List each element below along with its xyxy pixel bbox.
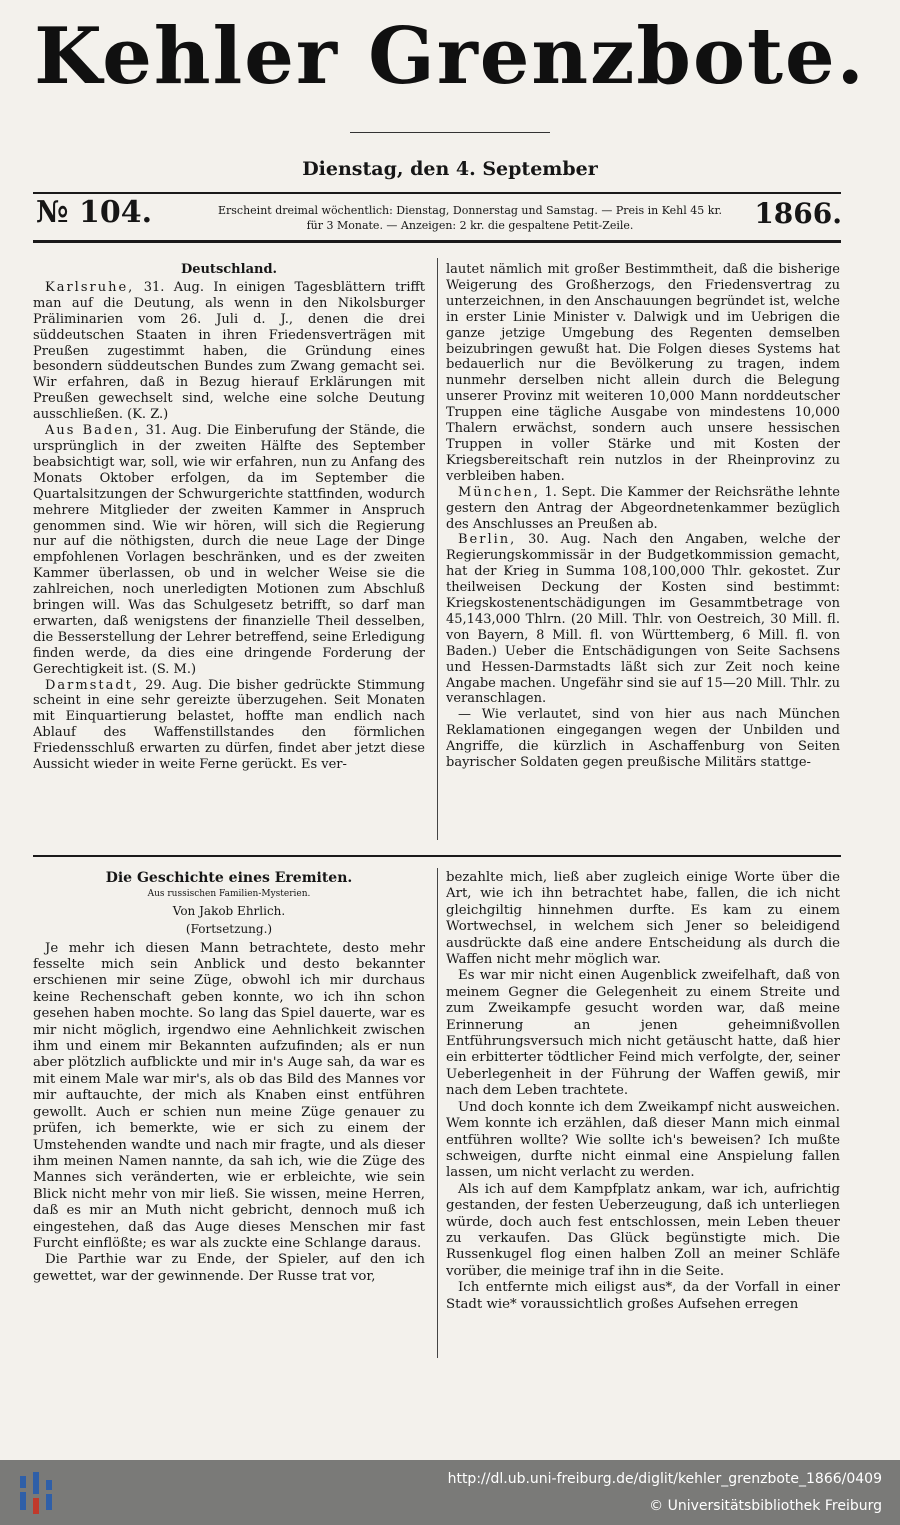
ub-freiburg-logo-icon[interactable] (16, 1470, 62, 1516)
masthead-title: Kehler Grenzbote. (34, 11, 866, 102)
story-paragraph: Als ich auf dem Kampfplatz ankam, war ich, aufrichtig gestanden, der festen Ueberzeugung, daß ich unterliegen würde, doch auch fest entschlossen, mein Leben theuer zu verkaufen. Das Glück begünstigte mich. Die Russenkugel flog einen halben Zoll an meiner Schläfe vorüber, die meinige traf ihn in die Seite. (446, 1181, 840, 1279)
dateline-place: Aus Baden, (45, 423, 141, 439)
dateline-place: Darmstadt, (45, 677, 140, 693)
publication-info-line: für 3 Monate. — Anzeigen: 2 kr. die gespaltene Petit-Zeile. (306, 219, 634, 232)
feuilleton-rule (33, 855, 841, 857)
column-divider (437, 868, 438, 1358)
dateline-place: München, (458, 484, 540, 500)
news-column-left (33, 262, 425, 842)
story-paragraph: Und doch konnte ich dem Zweikampf nicht ausweichen. Wem konnte ich erzählen, daß dieser Mann mich einmal entführen wollte? Wie sollte ich's beweisen? Ich mußte schweigen, durfte nicht einmal eine Anspielung fallen lassen, um nicht verlacht zu werden. (446, 1099, 840, 1181)
permalink-url[interactable]: http://dl.ub.uni-freiburg.de/diglit/kehler_grenzbote_1866/0409 (447, 1471, 882, 1487)
news-column-right (446, 262, 840, 842)
story-paragraph: bezahlte mich, ließ aber zugleich einige Worte über die Art, wie ich ihn betrachtet habe, fallen, die ich nicht gleichgiltig hinnehmen durfte. Es kam zu einem Wortwechsel, in welchem sich Jener so beleidigend ausdrückte daß eine andere Entscheidung als durch die Waffen nicht mehr möglich war. (446, 870, 840, 968)
article-text: lautet nämlich mit großer Bestimmtheit, daß die bisherige Weigerung des Großherzogs, den Friedensvertrag zu unterzeichnen, in den Anschauungen begründet ist, welche in erster Linie Minister v. Dalwigk und im Uebrigen die ganze jetzige Umgebung des Regenten demselben beizubringen gewußt hat. Die Folgen dieses Systems hat bedauerlich nur die Bevölkerung zu tragen, indem nunmehr derselben nicht allein durch die Belegung unserer Provinz mit weiteren 10,000 Mann norddeutscher Truppen eine tägliche Ausgabe von mindestens 10,000 Thalern erwächst, sondern auch unsere hessischen Truppen in voller Stärke und mit Kosten der Kriegsbereitschaft rein nutzlos in der Rheinprovinz zu verbleiben haben. (446, 262, 840, 484)
column-divider (437, 258, 438, 840)
dateline-place: Berlin, (458, 532, 517, 548)
feuilleton-column-left (33, 870, 425, 1370)
publication-info-line: Erscheint dreimal wöchentlich: Dienstag, Donnerstag und Samstag. — Preis in Kehl 45 kr. (217, 204, 722, 217)
article-text: 1. Sept. Die Kammer der Reichsräthe lehnte gestern den Antrag der Abgeordnetenkammer bezüglich des Anschlusses an Preußen ab. (446, 484, 840, 532)
article-text: 31. Aug. In einigen Tagesblättern trifft man auf die Deutung, als wenn in den Nikolsburger Präliminarien vom 26. Juli d. J., denen die drei süddeutschen Staaten in ihren Friedensverträgen mit Preußen zugestimmt haben, die Gründung eines besondern süddeutschen Bundes zum Zwang gemacht sei. Wir erfahren, daß in Bezug hierauf Erklärungen mit Preußen gewechselt sind, welche eine solche Deutung ausschließen. (K. Z.) (33, 279, 425, 423)
copyright-notice: © Universitätsbibliothek Freiburg (649, 1498, 882, 1514)
issue-year: 1866. (754, 197, 842, 230)
story-author: Von Jakob Ehrlich. (172, 903, 286, 918)
publication-info (150, 203, 790, 233)
article-text: 31. Aug. Die Einberufung der Stände, die ursprünglich in der zweiten Hälfte des September beabsichtigt war, soll, wie wir erfahren, nun zu Anfang des Monats Oktober erfolgen, da im September die Quartalsitzungen der Schwurgerichte stattfinden, wodurch mehrere Mitglieder der zweiten Kammer in Anspruch genommen sind. Wie wir hören, will sich die Regierung nur auf die nöthigsten, durch die neue Lage der Dinge empfohlenen Vorlagen beschränken, und es der zweiten Kammer überlassen, ob und in welcher Weise sie die zahlreichen, noch unerledigten Motionen zum Abschluß bringen will. Was das Schulgesetz betrifft, so darf man erwarten, daß wenigstens der finanzielle Theil desselben, die Besserstellung der Lehrer betreffend, seine Erledigung finden werde, da dies eine dringende Forderung der Gerechtigkeit ist. (S. M.) (33, 423, 425, 677)
news-article (446, 707, 840, 771)
feuilleton-column-right (446, 870, 840, 1370)
article-text: — Wie verlautet, sind von hier aus nach München Reklamationen eingegangen wegen der Unbilden und Angriffe, die kürzlich in Aschaffenburg von Seiten bayrischer Soldaten gegen preußische Militärs stattge- (446, 707, 840, 771)
news-article (446, 485, 840, 533)
news-article (33, 280, 425, 423)
story-paragraph: Ich entfernte mich eiligst aus*, da der Vorfall in einer Stadt wie* voraussichtlich großes Aufsehen erregen (446, 1280, 840, 1312)
viewer-footer (0, 1460, 900, 1525)
masthead-rule (350, 132, 550, 133)
dateline-place: Karlsruhe, (45, 279, 135, 295)
article-text: 30. Aug. Nach den Angaben, welche der Regierungskommissär in der Budgetkommission gemacht, hat der Krieg in Summa 108,100,000 Thlr. gekostet. Zur theilweisen Deckung der Kosten sind bestimmt: Kriegskostenentschädigungen im Gesammtbetrage von 45,143,000 Thlrn. (20 Mill. Thlr. von Oestreich, 30 Mill. fl. von Bayern, 8 Mill. fl. von Württemberg, 6 Mill. fl. von Baden.) Ueber die Entschädigungen von Seite Sachsens und Hessen-Darmstadts läßt sich zur Zeit noch keine Angabe machen. Ungefähr sind sie auf 15—20 Mill. Thlr. zu veranschlagen. (446, 532, 840, 707)
header-rule (33, 240, 841, 243)
story-paragraph: Die Parthie war zu Ende, der Spieler, auf den ich gewettet, war der gewinnende. Der Russe trat vor, (33, 1252, 425, 1284)
article-text: 29. Aug. Die bisher gedrückte Stimmung scheint in eine sehr gereizte überzugehen. Seit Monaten mit Einquartierung belastet, hoffte man endlich nach Ablauf des Waffenstillstandes den förmlichen Friedensschluß erwarten zu dürfen, findet aber jetzt diese Aussicht wieder in weite Ferne gerückt. Es ver- (33, 677, 425, 773)
story-continuation: (Fortsetzung.) (185, 922, 273, 937)
news-article (33, 678, 425, 773)
story-subtitle: Aus russischen Familien-Mysterien. (147, 889, 311, 900)
news-article (446, 532, 840, 707)
story-paragraph: Es war mir nicht einen Augenblick zweifelhaft, daß von meinem Gegner die Gelegenheit zu einem Streite und zum Zweikampfe gesucht worden war, daß meine Erinnerung an jenen geheimnißvollen Entführungsversuch mich nicht getäuscht hatte, daß hier ein erbitterter tödtlicher Feind mich verfolgte, der, seiner Ueberlegenheit in der Führung der Waffen gewiß, mir nach dem Leben trachtete. (446, 968, 840, 1099)
top-rule (33, 192, 841, 194)
news-article (446, 262, 840, 485)
news-article (33, 423, 425, 678)
story-paragraph: Je mehr ich diesen Mann betrachtete, desto mehr fesselte mich sein Anblick und desto bekannter erschienen mir seine Züge, obwohl ich mir durchaus keine Rechenschaft geben konnte, wo ich ihn schon gesehen haben mochte. So lang das Spiel dauerte, war es mir nicht möglich, irgendwo eine Aehnlichkeit zwischen ihm und einem mir Bekannten aufzufinden; als er nun aber plötzlich aufblickte und mir in's Auge sah, da war es mit einem Male war mir's, als ob das Bild des Mannes vor mir auftauchte, der mich als Knaben einst entführen gewollt. Auch er schien nun meine Züge genauer zu prüfen, ich bemerkte, wie er sich zu einem der Umstehenden wandte und nach mir fragte, und als dieser ihm meinen Namen nannte, da sah ich, wie die Züge des Mannes sich veränderten, wie er erbleichte, wie sein Blick nicht mehr von mir ließ. Sie wissen, meine Herren, daß es mir an Muth nicht gebricht, dennoch muß ich eingestehen, daß das Auge dieses Menschen mir fast Furcht einflößte; es war als zuckte eine Schlange daraus. (33, 940, 425, 1251)
section-title: Deutschland. (180, 262, 278, 277)
issue-date: Dienstag, den 4. September (302, 158, 598, 180)
story-title: Die Geschichte eines Eremiten. (105, 870, 353, 886)
issue-number: № 104. (36, 195, 153, 230)
